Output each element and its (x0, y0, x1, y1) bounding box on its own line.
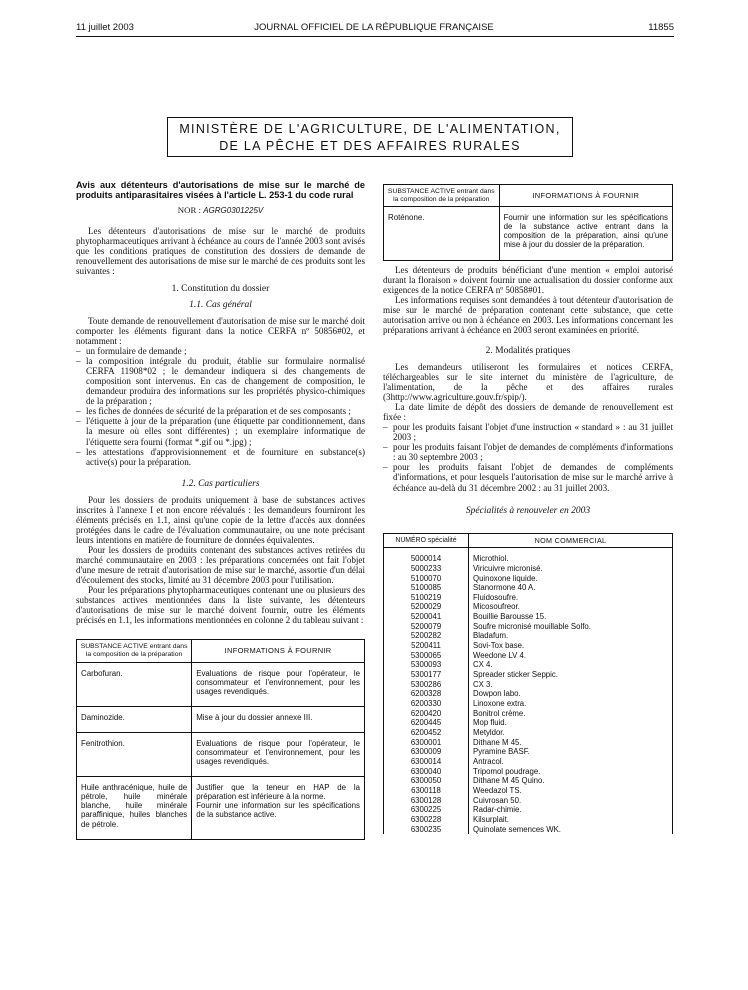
table-row (384, 805, 673, 815)
commercial-name: Bouillie Barousse 15. (469, 612, 673, 622)
commercial-name: Kilsurplait. (469, 815, 673, 825)
list-item: – les attestations d'approvisionnement et de fourniture en substance(s) active(s) pour la préparation. (76, 447, 365, 467)
list-item: – la composition intégrale du produit, établie sur formulaire normalisé CERFA 11908*02 ; le demandeur indiquera si des changements de composition sont intervenus. En cas de changement de composition, le demandeur produira des informations sur les propriétés physico-chimiques de la préparation ; (76, 356, 365, 406)
table-row (384, 767, 673, 777)
specialty-number: 5100070 (384, 574, 469, 584)
specialty-number: 5200041 (384, 612, 469, 622)
table-row (384, 815, 673, 825)
table-row (384, 709, 673, 719)
info-cell: Evaluations de risque pour l'opérateur, le consommateur et l'environnement, pour les usages revendiqués. (192, 662, 365, 706)
specialty-number: 6300009 (384, 747, 469, 757)
table-row (384, 631, 673, 641)
table-row (384, 207, 673, 260)
substance-cell: Carbofuran. (77, 662, 192, 706)
nor-reference (76, 205, 365, 216)
info-cell (192, 777, 365, 839)
specialty-number: 6300228 (384, 815, 469, 825)
commercial-name: Micosoufreor. (469, 602, 673, 612)
table-row (384, 699, 673, 709)
specialty-number: 6200452 (384, 728, 469, 738)
commercial-name: Sovi-Tox base. (469, 641, 673, 651)
commercial-name: Dowpon labo. (469, 689, 673, 699)
column-header-number: NUMÉRO spécialité (384, 533, 469, 548)
specialty-number: 6300118 (384, 786, 469, 796)
intro-paragraph: Les détenteurs d'autorisations de mise sur le marché de produits phytopharmaceutiques arrivant à échéance au cours de l'année 2003 sont avisés que les conditions pratiques de constitution des dossiers de demande de renouvellement des autorisations de mise sur le marché de ces produits sont les suivantes : (76, 225, 365, 276)
specialty-number: 6300235 (384, 825, 469, 835)
list-item: – les fiches de données de sécurité de la préparation et de ses composants ; (76, 406, 365, 416)
commercial-name: Microthiol. (469, 548, 673, 564)
section-1-heading: 1. Constitution du dossier (171, 283, 270, 294)
deadline-list (383, 422, 673, 492)
substances-table (76, 639, 365, 839)
header-page-number: 11855 (648, 22, 674, 33)
specialties-table (383, 533, 673, 835)
substance-cell: Fenitrothion. (77, 732, 192, 776)
commercial-name: Linoxone extra. (469, 699, 673, 709)
section-1-2-heading: 1.2. Cas particuliers (181, 478, 260, 489)
specialty-number: 5300093 (384, 660, 469, 670)
section-1-2-paragraph: Pour les dossiers de produits contenant des substances actives retirées du marché communautaire en 2003 : les préparations concernées ont fait l'objet d'une mesure de retrait d'autorisation de mise sur le marché, assortie d'un délai d'écoulement des stocks, limité au 31 décembre 2003 pour l'utilisation. (76, 544, 365, 586)
list-item: – pour les produits faisant l'objet de demandes de compléments d'informations, et pour lesquels l'autorisation de mise sur le marché arrive à échéance au-delà du 31 décembre 2002 : au 31 juillet 2003. (383, 462, 673, 492)
header-date: 11 juillet 2003 (76, 22, 134, 33)
forms-paragraph: Les demandeurs utiliseront les formulaires et notices CERFA, téléchargeables sur le site internet du ministère de l'agriculture, de l'alimentation, de la pêche et des affaires rurales (3http://www.agriculture.gouv.fr/spip/). (383, 361, 673, 403)
section-2-heading: 2. Modalités pratiques (485, 345, 571, 356)
table-row (384, 612, 673, 622)
commercial-name: Quinolate semences WK. (469, 825, 673, 835)
table-row (384, 574, 673, 584)
notice-title: Avis aux détenteurs d'autorisations de mise sur le marché de produits antiparasitaires visées à l'article L. 253-1 du code rural (76, 180, 365, 201)
table-row (384, 622, 673, 632)
commercial-name: Weedone LV 4. (469, 651, 673, 661)
specialty-number: 5200411 (384, 641, 469, 651)
table-row (384, 660, 673, 670)
column-header-substance: SUBSTANCE ACTIVE entrant dans la composition de la préparation (77, 640, 192, 662)
specialty-number: 5200282 (384, 631, 469, 641)
table-row (384, 747, 673, 757)
commercial-name: Mop fluid. (469, 718, 673, 728)
info-cell: Fournir une information sur les spécifications de la substance active entrant dans la composition de la préparation, ainsi qu'une mise à jour du dossier de la préparation. (499, 207, 672, 260)
specialties-table-body (384, 548, 673, 835)
specialty-number: 6300050 (384, 776, 469, 786)
specialty-number: 5000014 (384, 548, 469, 564)
list-item: – pour les produits faisant l'objet de demandes de compléments d'informations : au 30 septembre 2003 ; (383, 442, 673, 462)
table-row (384, 583, 673, 593)
substance-cell: Daminozide. (77, 706, 192, 732)
list-item: – l'étiquette à jour de la préparation (une étiquette par conditionnement, dans la mesure où elles sont différentes) ; un exemplaire informatique de l'étiquette sera fourni (format *.gif ou *.jpg) ; (76, 416, 365, 446)
info-line: Justifier que la teneur en HAP de la préparation est inférieure à la norme. (196, 783, 360, 802)
section-1-1-heading: 1.1. Cas général (189, 299, 252, 310)
table-row (77, 706, 365, 732)
commercial-name: Cuivrosan 50. (469, 796, 673, 806)
table-row (384, 728, 673, 738)
ministry-box (167, 117, 573, 157)
commercial-name: Quinoxone liquide. (469, 574, 673, 584)
table-row (384, 718, 673, 728)
commercial-name: Dithane M 45. (469, 738, 673, 748)
table-row (384, 680, 673, 690)
specialty-number: 5200079 (384, 622, 469, 632)
commercial-name: Fluidosoufre. (469, 593, 673, 603)
commercial-name: Bladafum. (469, 631, 673, 641)
commercial-name: Metyldor. (469, 728, 673, 738)
ministry-line-1: MINISTÈRE DE L'AGRICULTURE, DE L'ALIMENTATION, (179, 122, 561, 136)
column-header-name: NOM COMMERCIAL (469, 533, 673, 548)
table-row (384, 602, 673, 612)
commercial-name: Antracol. (469, 757, 673, 767)
table-row (77, 662, 365, 706)
table-row (384, 641, 673, 651)
header-rule (76, 36, 674, 37)
commercial-name: Bonitrol crème. (469, 709, 673, 719)
specialty-number: 5300177 (384, 670, 469, 680)
specialty-number: 6300128 (384, 796, 469, 806)
substance-cell: Huile anthracénique, huile de pétrole, huile minérale blanche, huile minérale paraffinique, huiles blanches de pétrole. (77, 777, 192, 839)
list-item: – pour les produits faisant l'objet d'une instruction « standard » : au 31 juillet 2003 ; (383, 422, 673, 442)
specialty-number: 5000233 (384, 564, 469, 574)
info-cell: Mise à jour du dossier annexe III. (192, 706, 365, 732)
table-row (384, 786, 673, 796)
specialty-number: 6200420 (384, 709, 469, 719)
specialty-number: 6200445 (384, 718, 469, 728)
commercial-name: Weedazol TS. (469, 786, 673, 796)
specialty-number: 5100219 (384, 593, 469, 603)
table-row (384, 776, 673, 786)
column-header-substance: SUBSTANCE ACTIVE entrant dans la composition de la préparation (384, 185, 500, 207)
table-row (77, 732, 365, 776)
left-column (76, 180, 365, 840)
column-header-info: INFORMATIONS À FOURNIR (192, 640, 365, 662)
specialty-number: 6300040 (384, 767, 469, 777)
table-row (384, 825, 673, 835)
specialties-heading: Spécialités à renouveler en 2003 (465, 505, 591, 516)
commercial-name: Soufre micronisé mouillable Solfo. (469, 622, 673, 632)
table-row (384, 738, 673, 748)
right-column (383, 184, 673, 834)
commercial-name: Viricuivre micronisé. (469, 564, 673, 574)
specialty-number: 5200029 (384, 602, 469, 612)
nor-code: AGRG0301225V (203, 205, 264, 215)
table-row (77, 777, 365, 839)
deadline-intro: La date limite de dépôt des dossiers de demande de renouvellement est fixée : (383, 402, 673, 423)
section-1-1-text: Toute demande de renouvellement d'autorisation de mise sur le marché doit comporter les éléments figurant dans la notice CERFA nº 50856#02, et notamment : (76, 315, 365, 347)
specialty-number: 6300001 (384, 738, 469, 748)
nor-label: NOR : (177, 204, 201, 215)
table-row (384, 757, 673, 767)
commercial-name: CX 4. (469, 660, 673, 670)
commercial-name: Stanormone 40 A. (469, 583, 673, 593)
section-1-2-paragraph: Pour les dossiers de produits uniquement à base de substances actives inscrites à l'annexe I et non encore réévalués : les demandeurs fourniront les éléments précisés en 1.1, ainsi qu'une copie de la lettre d'accès aux données protégées dans le cadre de l'évaluation communautaire, ou une note précisant leurs intentions en matière de fourniture de données équivalentes. (76, 494, 365, 545)
commercial-name: CX 3. (469, 680, 673, 690)
commercial-name: Dithane M 45 Quino. (469, 776, 673, 786)
table-row (384, 593, 673, 603)
ministry-line-2: DE LA PÊCHE ET DES AFFAIRES RURALES (219, 139, 521, 153)
specialty-number: 6300014 (384, 757, 469, 767)
specialty-number: 6200330 (384, 699, 469, 709)
specialty-number: 5100085 (384, 583, 469, 593)
required-elements-list (76, 346, 365, 467)
info-line: Fournir une information sur les spécifications de la substance active. (196, 801, 360, 820)
table-row (384, 689, 673, 699)
table-row (384, 670, 673, 680)
substance-cell: Roténone. (384, 207, 500, 260)
flowering-paragraph: Les détenteurs de produits bénéficiant d'une mention « emploi autorisé durant la floraison » doivent fournir une actualisation du dossier conforme aux exigences de la notice CERFA nº 50858#01. (383, 264, 673, 295)
header-journal-title: JOURNAL OFFICIEL DE LA RÉPUBLIQUE FRANÇAISE (254, 22, 494, 33)
table-row (384, 548, 673, 564)
commercial-name: Pyramine BASF. (469, 747, 673, 757)
commercial-name: Spreader sticker Seppic. (469, 670, 673, 680)
rotenone-table (383, 184, 673, 261)
commercial-name: Tripomol poudrage. (469, 767, 673, 777)
specialty-number: 6300225 (384, 805, 469, 815)
list-item: – un formulaire de demande ; (76, 346, 365, 356)
table-row (384, 651, 673, 661)
info-cell: Evaluations de risque pour l'opérateur, le consommateur et l'environnement, pour les usages revendiqués. (192, 732, 365, 776)
section-1-2-paragraph: Pour les préparations phytopharmaceutiques contenant une ou plusieurs des substances actives mentionnées dans la liste suivante, les détenteurs d'autorisations de mise sur le marché doivent fournir, outre les éléments précisés en 1.1, les informations mentionnées en colonne 2 du tableau suivant : (76, 585, 365, 626)
column-header-info: INFORMATIONS À FOURNIR (499, 185, 672, 207)
commercial-name: Radar-chimie. (469, 805, 673, 815)
table-row (384, 796, 673, 806)
specialty-number: 5300065 (384, 651, 469, 661)
specialty-number: 5300286 (384, 680, 469, 690)
requirements-paragraph: Les informations requises sont demandées à tout détenteur d'autorisation de mise sur le marché de préparation contenant cette substance, que cette autorisation arrive ou non à échéance en 2003. Les informations concernant les préparations arrivant à échéance en 2003 seront examinées en priorité. (383, 294, 673, 335)
table-row (384, 564, 673, 574)
specialty-number: 6200328 (384, 689, 469, 699)
